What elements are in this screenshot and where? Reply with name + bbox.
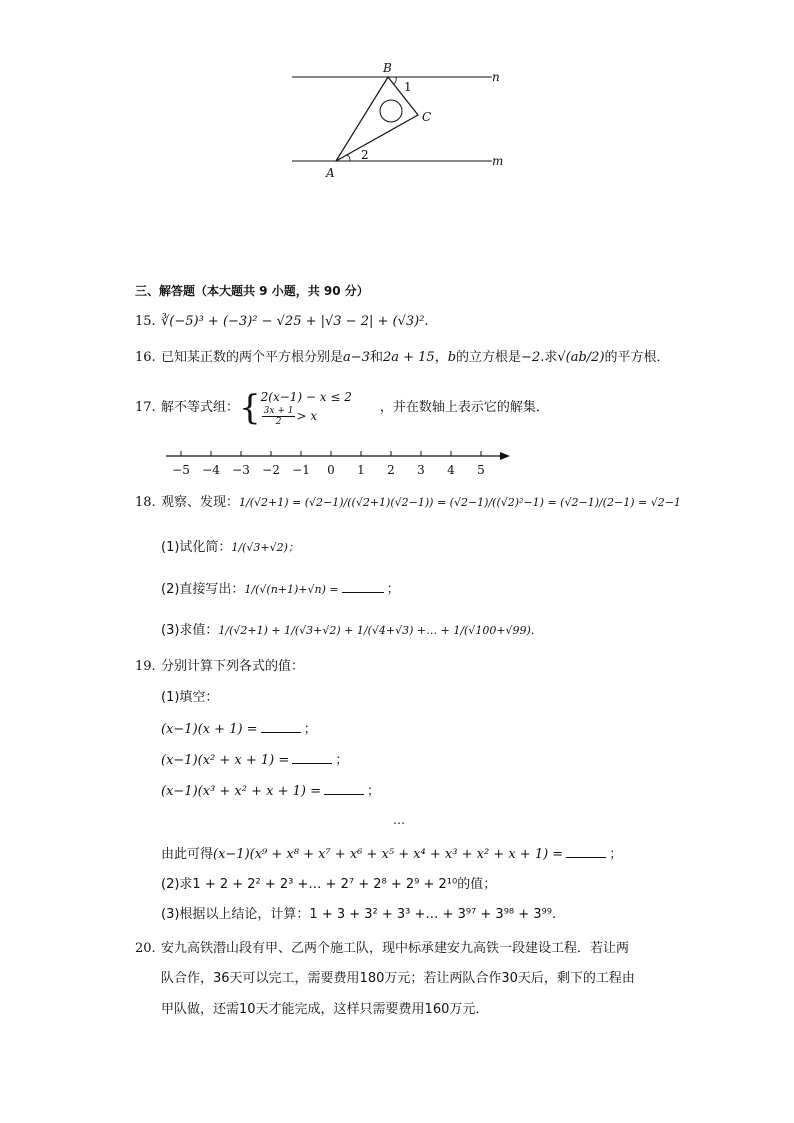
q16-text: 已知某正数的两个平方根分别是 bbox=[161, 350, 344, 365]
question-15 bbox=[135, 313, 429, 331]
q18-p3-expression: 1/(√2+1) + 1/(√3+√2) + 1/(√4+√3) +… + 1/(√100+√99). bbox=[218, 624, 535, 637]
q18-part-2 bbox=[161, 580, 400, 599]
number-line-tick-label: 1 bbox=[357, 463, 365, 477]
question-number: 17. bbox=[135, 400, 156, 415]
question-number: 19. bbox=[135, 659, 156, 674]
answer-blank[interactable] bbox=[292, 751, 332, 764]
q16-expr: 2a + 15 bbox=[382, 350, 435, 365]
q15-expression: ∛(−5)³ + (−3)² − √25 + |√3 − 2| + (√3)². bbox=[161, 314, 429, 329]
q16-text: 的立方根是 bbox=[456, 350, 522, 365]
q16-text: 和 bbox=[369, 350, 383, 365]
q16-text: ， bbox=[434, 350, 448, 365]
question-number: 16. bbox=[135, 350, 156, 365]
angle-1-arc bbox=[393, 77, 396, 84]
q19-line-2 bbox=[161, 751, 348, 770]
number-line-tick-label: 4 bbox=[447, 463, 455, 477]
q20-line-2: 队合作，36天可以完工，需要费用180万元；若让两队合作30天后，剩下的工程由 bbox=[161, 971, 635, 986]
answer-blank[interactable] bbox=[261, 720, 301, 733]
answer-blank[interactable] bbox=[566, 845, 606, 858]
q19-line-3 bbox=[161, 782, 380, 801]
q19-part-3: (3)根据以上结论，计算：1 + 3 + 3² + 3³ +… + 3⁹⁷ + 3⁹⁸ + 3⁹⁹. bbox=[161, 907, 557, 922]
geometry-figure bbox=[280, 55, 520, 185]
question-number: 18. bbox=[135, 495, 156, 510]
semicolon: ； bbox=[303, 722, 317, 737]
q16-expr: b bbox=[447, 350, 457, 365]
number-line-tick-label: −4 bbox=[202, 463, 220, 477]
system-brace: { bbox=[239, 387, 261, 428]
number-line-tick-label: −2 bbox=[262, 463, 280, 477]
number-line bbox=[160, 448, 520, 464]
q18-part-1 bbox=[161, 539, 299, 557]
answer-blank[interactable] bbox=[324, 782, 364, 795]
label-m: m bbox=[492, 154, 504, 168]
question-number: 15. bbox=[135, 314, 156, 329]
ineq2-denominator: 2 bbox=[275, 417, 282, 427]
q16-text: .求 bbox=[540, 350, 558, 365]
number-line-tick-label: 5 bbox=[477, 463, 485, 477]
q20-line-3: 甲队做，还需10天才能完成，这样只需要费用160万元． bbox=[161, 1002, 489, 1017]
q19-l4-text: 由此可得 bbox=[161, 847, 214, 862]
q18-p2-label: (2)直接写出： bbox=[161, 582, 245, 597]
q18-p2-tail: ； bbox=[386, 582, 400, 597]
q19-expr-3: (x−1)(x³ + x² + x + 1) = bbox=[161, 784, 321, 799]
question-16 bbox=[135, 349, 670, 367]
q16-text: 的平方根． bbox=[604, 350, 670, 365]
q18-p2-expression: 1/(√(n+1)+√n) = bbox=[244, 583, 339, 596]
q16-expr: √(ab/2) bbox=[557, 350, 605, 365]
q18-intro: 观察、发现： bbox=[161, 495, 240, 510]
question-20 bbox=[135, 940, 629, 958]
q18-p3-label: (3)求值： bbox=[161, 623, 219, 638]
ineq2-rhs: > x bbox=[296, 409, 318, 423]
q19-line-1 bbox=[161, 720, 317, 739]
q19-part-1-label: (1)填空： bbox=[161, 690, 219, 705]
question-number: 20. bbox=[135, 941, 156, 956]
semicolon: ； bbox=[335, 753, 349, 768]
q19-expr-2: (x−1)(x² + x + 1) = bbox=[161, 753, 290, 768]
q19-part-2: (2)求1 + 2 + 2² + 2³ +… + 2⁷ + 2⁸ + 2⁹ + 2¹⁰的值； bbox=[161, 877, 497, 892]
answer-blank[interactable] bbox=[342, 580, 384, 593]
label-angle-2: 2 bbox=[361, 148, 369, 162]
label-angle-1: 1 bbox=[404, 80, 412, 94]
inequality-2 bbox=[261, 406, 352, 427]
number-line-tick-label: −3 bbox=[232, 463, 250, 477]
q19-expr-4: (x−1)(x⁹ + x⁸ + x⁷ + x⁶ + x⁵ + x⁴ + x³ + x² + x + 1) = bbox=[213, 847, 564, 862]
q16-expr: a−3 bbox=[343, 350, 370, 365]
number-line-tick-label: −1 bbox=[292, 463, 310, 477]
section-title: 三、解答题（本大题共 9 小题，共 90 分） bbox=[135, 284, 369, 298]
inequality-1: 2(x−1) − x ≤ 2 bbox=[260, 390, 352, 404]
ineq2-numerator: 3x + 1 bbox=[263, 406, 294, 416]
q19-ellipsis: … bbox=[393, 813, 405, 827]
q17-text: 解不等式组： bbox=[161, 400, 240, 415]
q17-text: ，并在数轴上表示它的解集． bbox=[379, 400, 549, 415]
q18-part-3 bbox=[161, 622, 534, 640]
number-line-tick-label: −5 bbox=[172, 463, 190, 477]
number-line-tick-label: 3 bbox=[417, 463, 425, 477]
question-18 bbox=[135, 494, 681, 512]
triangle-hole bbox=[380, 100, 402, 122]
label-n: n bbox=[492, 70, 500, 84]
q19-intro: 分别计算下列各式的值： bbox=[161, 659, 305, 674]
inequality-system bbox=[261, 388, 352, 427]
q18-intro-expression: 1/(√2+1) = (√2−1)/((√2+1)(√2−1)) = (√2−1)/((√2)²−1) = (√2−1)/(2−1) = √2−1 bbox=[239, 496, 681, 509]
q19-line-4 bbox=[161, 845, 622, 864]
angle-2-arc bbox=[346, 155, 350, 161]
q18-p1-label: (1)试化简： bbox=[161, 540, 232, 555]
label-b: B bbox=[383, 61, 392, 75]
q20-line-1: 安九高铁潜山段有甲、乙两个施工队，现中标承建安九高铁一段建设工程．若让两 bbox=[161, 941, 630, 956]
semicolon: ； bbox=[366, 784, 380, 799]
question-19 bbox=[135, 658, 304, 676]
question-17 bbox=[135, 388, 549, 427]
number-line-arrow bbox=[500, 452, 510, 460]
q19-expr-1: (x−1)(x + 1) = bbox=[161, 722, 258, 737]
label-a: A bbox=[326, 166, 335, 180]
number-line-tick-label: 0 bbox=[327, 463, 335, 477]
q18-p1-expression: 1/(√3+√2)； bbox=[231, 541, 299, 554]
semicolon: ； bbox=[609, 847, 623, 862]
q16-expr: −2 bbox=[521, 350, 541, 365]
number-line-tick-label: 2 bbox=[387, 463, 395, 477]
label-c: C bbox=[422, 110, 432, 124]
